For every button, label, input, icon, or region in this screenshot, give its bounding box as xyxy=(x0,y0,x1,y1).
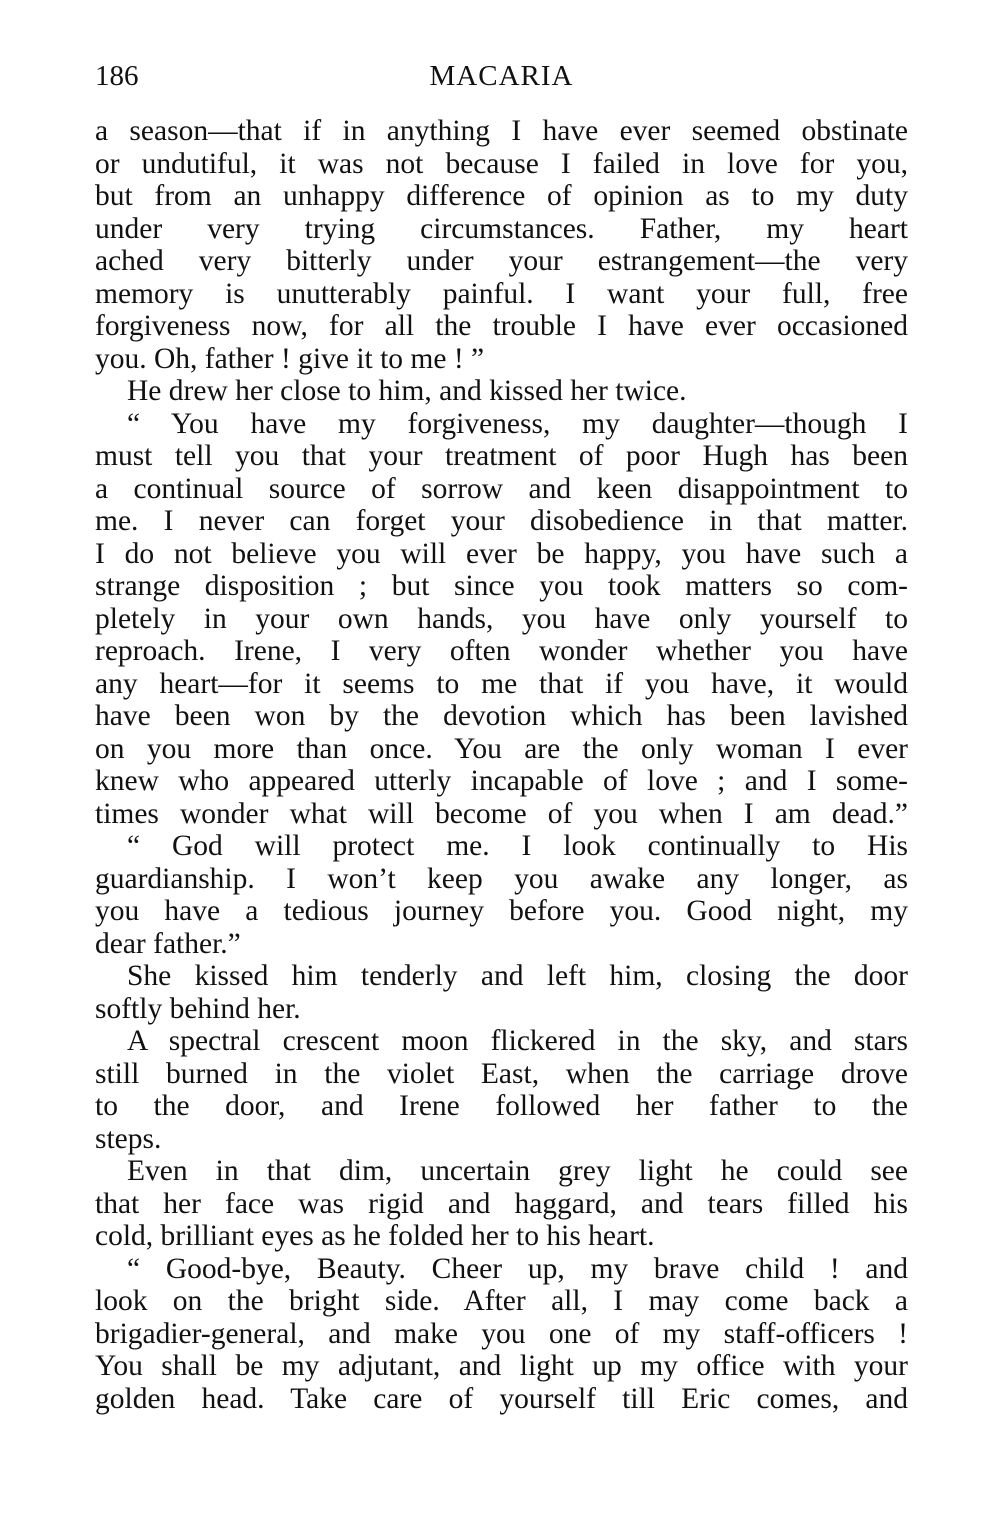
text-line: on you more than once. You are the only woman I ever xyxy=(95,732,908,765)
text-line: guardianship. I won’t keep you awake any longer, as xyxy=(95,862,908,895)
text-line: have been won by the devotion which has been lavished xyxy=(95,700,908,732)
text-line: “ Good-bye, Beauty. Cheer up, my brave child ! and xyxy=(127,1252,908,1285)
text-line: softly behind her. xyxy=(95,992,301,1025)
text-line: Even in that dim, uncertain grey light he could see xyxy=(127,1155,908,1187)
text-line: forgiveness now, for all the trouble I have ever occasioned xyxy=(95,310,908,342)
text-line: “ You have my forgiveness, my daughter—though I xyxy=(127,407,908,440)
text-line: steps. xyxy=(95,1122,162,1155)
body-text xyxy=(95,115,908,1415)
running-title: MACARIA xyxy=(429,60,574,92)
text-line: pletely in your own hands, you have only yourself to xyxy=(95,602,908,635)
text-line: “ God will protect me. I look continually to His xyxy=(127,830,908,862)
text-line: You shall be my adjutant, and light up my office with your xyxy=(95,1350,908,1382)
text-line: that her face was rigid and haggard, and tears filled his xyxy=(95,1187,908,1220)
text-line: you. Oh, father ! give it to me ! ” xyxy=(95,342,485,375)
text-line: you have a tedious journey before you. Good night, my xyxy=(95,895,908,927)
text-line: under very trying circumstances. Father, my heart xyxy=(95,212,908,245)
text-line: dear father.” xyxy=(95,927,241,960)
text-line: to the door, and Irene followed her father to the xyxy=(95,1090,908,1122)
text-line: brigadier-general, and make you one of my staff-officers ! xyxy=(95,1317,908,1350)
text-line: ached very bitterly under your estrangement—the very xyxy=(95,245,908,277)
text-line: He drew her close to him, and kissed her twice. xyxy=(127,375,687,407)
text-line: or undutiful, it was not because I failed in love for you, xyxy=(95,147,908,180)
text-line: must tell you that your treatment of poor Hugh has been xyxy=(95,440,908,472)
text-line: but from an unhappy difference of opinion as to my duty xyxy=(95,180,908,212)
text-line: still burned in the violet East, when the carriage drove xyxy=(95,1057,908,1090)
text-line: cold, brilliant eyes as he folded her to his heart. xyxy=(95,1220,655,1252)
text-line: a continual source of sorrow and keen disappointment to xyxy=(95,472,908,505)
page-header xyxy=(95,60,908,100)
text-line: I do not believe you will ever be happy, you have such a xyxy=(95,537,908,570)
text-line: She kissed him tenderly and left him, closing the door xyxy=(127,960,908,992)
text-line: golden head. Take care of yourself till Eric comes, and xyxy=(95,1382,908,1415)
text-line: knew who appeared utterly incapable of love ; and I some- xyxy=(95,765,908,797)
page-number: 186 xyxy=(95,60,139,92)
text-line: memory is unutterably painful. I want your full, free xyxy=(95,277,908,310)
text-line: strange disposition ; but since you took matters so com- xyxy=(95,570,908,602)
text-line: times wonder what will become of you when I am dead.” xyxy=(95,797,908,830)
text-line: look on the bright side. After all, I may come back a xyxy=(95,1285,908,1317)
text-line: me. I never can forget your disobedience in that matter. xyxy=(95,505,908,537)
text-line: reproach. Irene, I very often wonder whether you have xyxy=(95,635,908,667)
text-line: A spectral crescent moon flickered in the sky, and stars xyxy=(127,1025,908,1057)
text-line: any heart—for it seems to me that if you have, it would xyxy=(95,667,908,700)
text-line: a season—that if in anything I have ever seemed obstinate xyxy=(95,115,908,147)
